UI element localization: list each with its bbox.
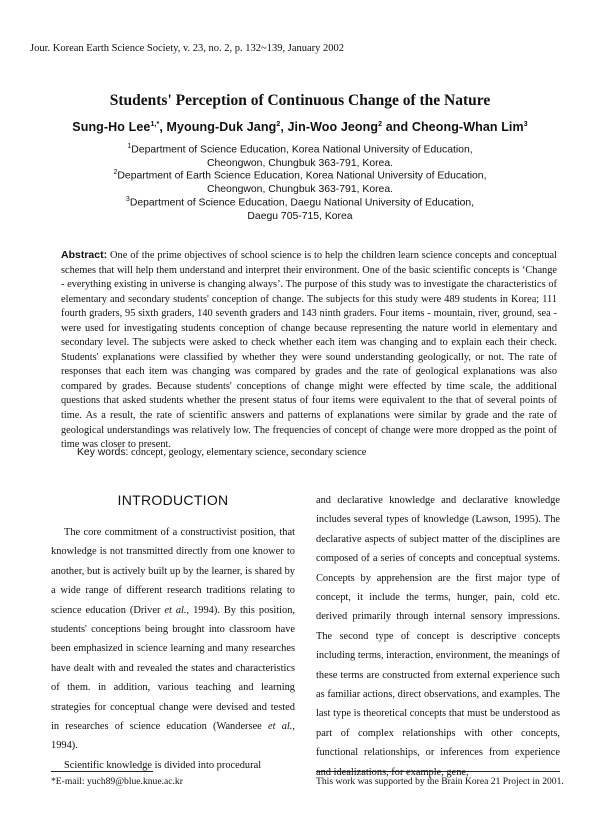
author-separator: and: [382, 120, 412, 134]
author-name: Cheong-Whan Lim: [411, 120, 524, 134]
paragraph-text: , 1994).: [51, 721, 295, 752]
keywords: [77, 447, 366, 458]
paragraph: [51, 523, 295, 756]
section-heading-introduction: INTRODUCTION: [117, 492, 229, 508]
author-affiliation-mark: 2: [378, 120, 383, 128]
paragraph-italic: et al.: [164, 604, 187, 616]
footnote-divider: [316, 771, 560, 772]
abstract: [61, 248, 557, 453]
affiliation-3: [0, 193, 600, 224]
affiliation-text: Department of Science Education, Daegu National University of Education,: [129, 197, 475, 209]
affiliation-text: Department of Earth Science Education, Korea National University of Education,: [117, 170, 487, 182]
affiliation-line: [0, 140, 600, 157]
paragraph-text: The core commitment of a constructivist position, that knowledge is not transmitted directly from one knower to another, but is actively built up by the learner, is shared by a wide range of different research traditions relating to science education (Driver: [51, 527, 295, 616]
right-column: [316, 491, 560, 782]
keywords-text: concept, geology, elementary science, secondary science: [131, 447, 367, 458]
footnote-email: *E-mail: yuch89@blue.knue.ac.kr: [51, 776, 183, 787]
author-list: [0, 120, 600, 134]
paragraph-text: , 1994). By this position, students' conceptions being brought into classroom have been emphasized in science learning and many researches have dealt with and revealed the states and characteristics of them. in addition, various teaching and learning strategies for conceptual change were devised and tested in researches of science education (Wandersee: [51, 604, 295, 733]
affiliation-line: Daegu 705-715, Korea: [247, 211, 353, 223]
affiliation-line: [0, 193, 600, 210]
affiliation-mark: 2: [113, 169, 118, 176]
affiliation-text: Department of Science Education, Korea National University of Education,: [131, 144, 473, 156]
author-affiliation-mark: 2: [276, 120, 281, 128]
affiliation-mark: 1: [127, 143, 132, 150]
author-separator: ,: [280, 120, 288, 134]
paragraph: and declarative knowledge and declarative knowledge includes several types of knowledge (Lawson, 1995). The declarative aspects of subject matter of the disciplines are composed of a series of concepts and conceptual systems. Concepts by apprehension are the first major type of concept, it include the terms, hunger, pain, cold etc. derived primarily through internal sensory impressions. The second type of concept is descriptive concepts including terms, interaction, environment, the meanings of these terms are constructed from external experience such as familiar actions, direct observations, and examples. The last type is theoretical concepts that must be understood as part of complex relationships with other concepts, functional relationships, or inferences from experience and idealizations, for example, gene,: [316, 495, 560, 778]
author-name: Jin-Woo Jeong: [287, 120, 379, 134]
paragraph: Scientific knowledge is divided into procedural: [64, 759, 262, 771]
footnote-funding: This work was supported by the Brain Korea 21 Project in 2001.: [316, 776, 564, 787]
journal-citation: Jour. Korean Earth Science Society, v. 23, no. 2, p. 132~139, January 2002: [30, 43, 345, 54]
affiliation-mark: 3: [125, 196, 130, 203]
author-name: Myoung-Duk Jang: [166, 120, 277, 134]
abstract-text: One of the prime objectives of school science is to help the children learn science concepts and conceptual schemes that will help them understand and interpret their environment. One of the basic scientific concepts is ‘Change - everything existing in universe is changing always’. The purpose of this study was to investigate the characteristics of elementary and secondary students' conception of change. The subjects for this study were 489 students in Korea; 111 fourth graders, 95 sixth graders, 140 seventh graders and 143 ninth graders. Four items - mountain, river, ground, sea - were used for investigating students conception of change because representing the nature world in elementary and secondary level. The subjects were asked to check whether each item was changing and to explain each their check. Students' explanations were classified by whether they were sound understanding geologically, or not. The rate of responses that each item was changing was compared by grades and the rate of geological explanations was also compared by grades. Because students' conceptions of change might were effected by time scale, the additional questions that asked students whether the present status of four items were equivalent to the that of several points of time. As a result, the rate of scientific answers and patterns of explanations were similar by grade and the rate of geological understandings was relatively low. The frequencies of concept of change were more dropped as the point of time was closer to present.: [61, 250, 557, 451]
author-affiliation-mark: 1,*: [150, 120, 160, 128]
left-column: [51, 523, 295, 775]
author-separator: ,: [159, 120, 167, 134]
author-affiliation-mark: 3: [523, 120, 528, 128]
paragraph-italic: et al.: [268, 721, 293, 733]
paper-title: Students' Perception of Continuous Change of the Nature: [109, 92, 491, 109]
affiliation-line: Cheongwon, Chungbuk 363-791, Korea.: [206, 184, 393, 196]
keywords-label: Key words:: [77, 447, 129, 458]
author-name: Sung-Ho Lee: [72, 120, 151, 134]
abstract-label: Abstract:: [61, 249, 108, 261]
affiliation-line: [0, 166, 600, 183]
footnote-divider: [51, 771, 153, 772]
affiliation-line: Cheongwon, Chungbuk 363-791, Korea.: [206, 158, 393, 170]
